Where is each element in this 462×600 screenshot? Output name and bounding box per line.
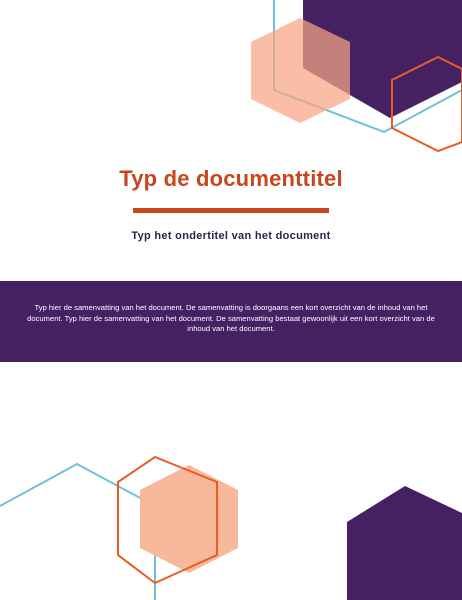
document-summary[interactable]: Typ hier de samenvatting van het document. De samenvatting is doorgaans een kort overzicht van de inhoud van het document. Typ hier de samenvatting van het document. De samenvatting bestaat gewoonlijk uit een kort overzicht van de inhoud van het document. <box>27 303 435 333</box>
document-title[interactable]: Typ de documenttitel <box>119 166 343 191</box>
purple-hexagon-bottom <box>347 486 462 600</box>
title-underline <box>133 208 329 213</box>
summary-band <box>0 281 462 362</box>
teal-hexagon-outline-bottom <box>0 464 155 600</box>
document-subtitle[interactable]: Typ het ondertitel van het document <box>131 230 331 242</box>
